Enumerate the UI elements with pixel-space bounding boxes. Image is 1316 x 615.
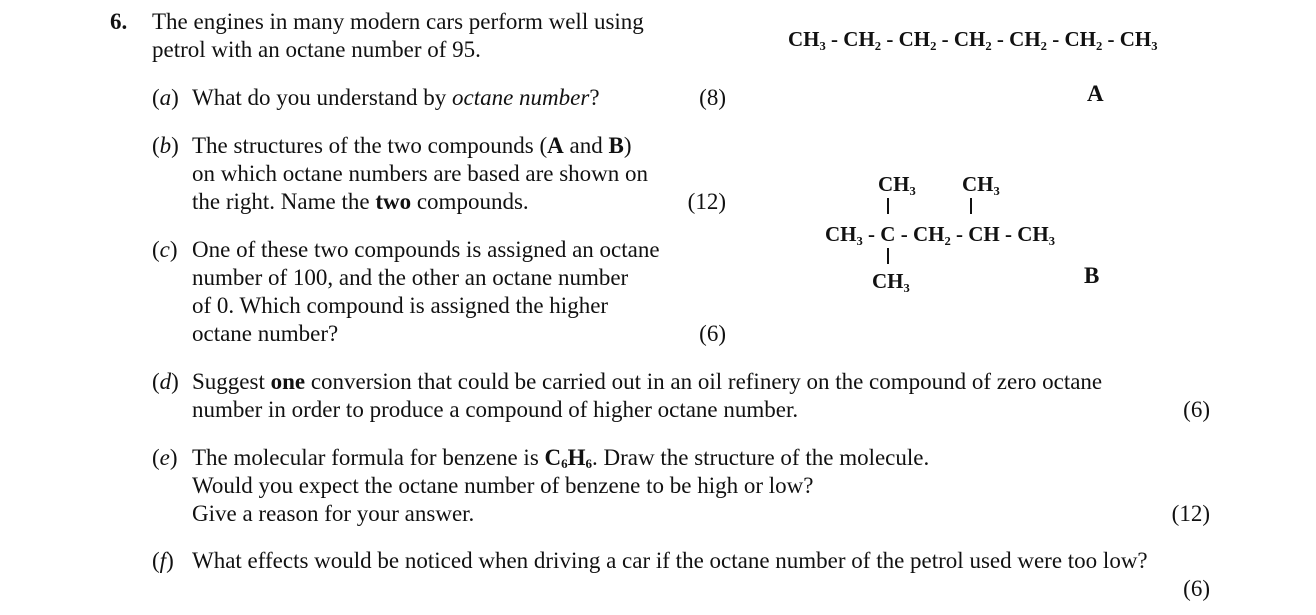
structure-b-top-right-methyl: CH₃ bbox=[962, 172, 1000, 196]
part-e-label: (e) bbox=[152, 445, 178, 470]
question-intro-line-2: petrol with an octane number of 95. bbox=[152, 37, 481, 62]
structure-b-bottom-methyl: CH₃ bbox=[872, 269, 910, 293]
structure-b-bond-top-left bbox=[887, 198, 889, 214]
structure-b-bond-bottom bbox=[887, 248, 889, 264]
part-a-marks: (8) bbox=[699, 85, 726, 110]
part-f-marks: (6) bbox=[1183, 576, 1210, 601]
structure-a-label: A bbox=[1087, 81, 1104, 106]
part-f-line-1: What effects would be noticed when driving a car if the octane number of the petrol used were too low? bbox=[192, 548, 1148, 573]
part-f-label: (f) bbox=[152, 548, 174, 573]
part-e-line-3: Give a reason for your answer. bbox=[192, 501, 475, 526]
part-d-label: (d) bbox=[152, 369, 179, 394]
structure-b-label: B bbox=[1084, 263, 1100, 288]
benzene-formula: $C_6H_6$ bbox=[544, 445, 593, 471]
part-d-line-1: Suggest one conversion that could be carried out in an oil refinery on the compound of zero octane bbox=[192, 369, 1103, 394]
question-number: 6. bbox=[110, 9, 128, 34]
part-b-line-2: on which octane numbers are based are shown on bbox=[192, 161, 649, 186]
part-c-line-1: One of these two compounds is assigned an octane bbox=[192, 237, 660, 262]
part-c-marks: (6) bbox=[699, 321, 726, 346]
part-e-line-2: Would you expect the octane number of benzene to be high or low? bbox=[192, 473, 814, 498]
part-a-label: (a) bbox=[152, 85, 179, 110]
part-a-text: What do you understand by octane number? bbox=[192, 85, 600, 110]
part-b-marks: (12) bbox=[687, 189, 726, 214]
structure-b-top-left-methyl: CH₃ bbox=[878, 172, 916, 196]
part-d-marks: (6) bbox=[1183, 397, 1210, 422]
part-e-marks: (12) bbox=[1171, 501, 1210, 526]
part-e-line-1: The molecular formula for benzene is $C_6H_6$. Draw the structure of the molecule. bbox=[192, 445, 930, 471]
part-c-line-4: octane number? bbox=[192, 321, 339, 346]
part-c-line-2: number of 100, and the other an octane number bbox=[192, 265, 629, 290]
structure-b-main-chain: CH₃ - C - CH₂ - CH - CH₃ bbox=[825, 222, 1056, 246]
part-c-label: (c) bbox=[152, 237, 178, 262]
part-b-line-3: the right. Name the two compounds. bbox=[192, 189, 529, 214]
part-d-line-2: number in order to produce a compound of higher octane number. bbox=[192, 397, 799, 422]
part-b-line-1: The structures of the two compounds (A and B) bbox=[192, 133, 632, 158]
question-intro-line-1: The engines in many modern cars perform well using bbox=[152, 9, 644, 34]
part-b-label: (b) bbox=[152, 133, 179, 158]
structure-b-bond-top-right bbox=[970, 198, 972, 214]
structure-a-formula: CH₃ - CH₂ - CH₂ - CH₂ - CH₂ - CH₂ - CH₃ bbox=[788, 27, 1158, 51]
part-c-line-3: of 0. Which compound is assigned the higher bbox=[192, 293, 609, 318]
